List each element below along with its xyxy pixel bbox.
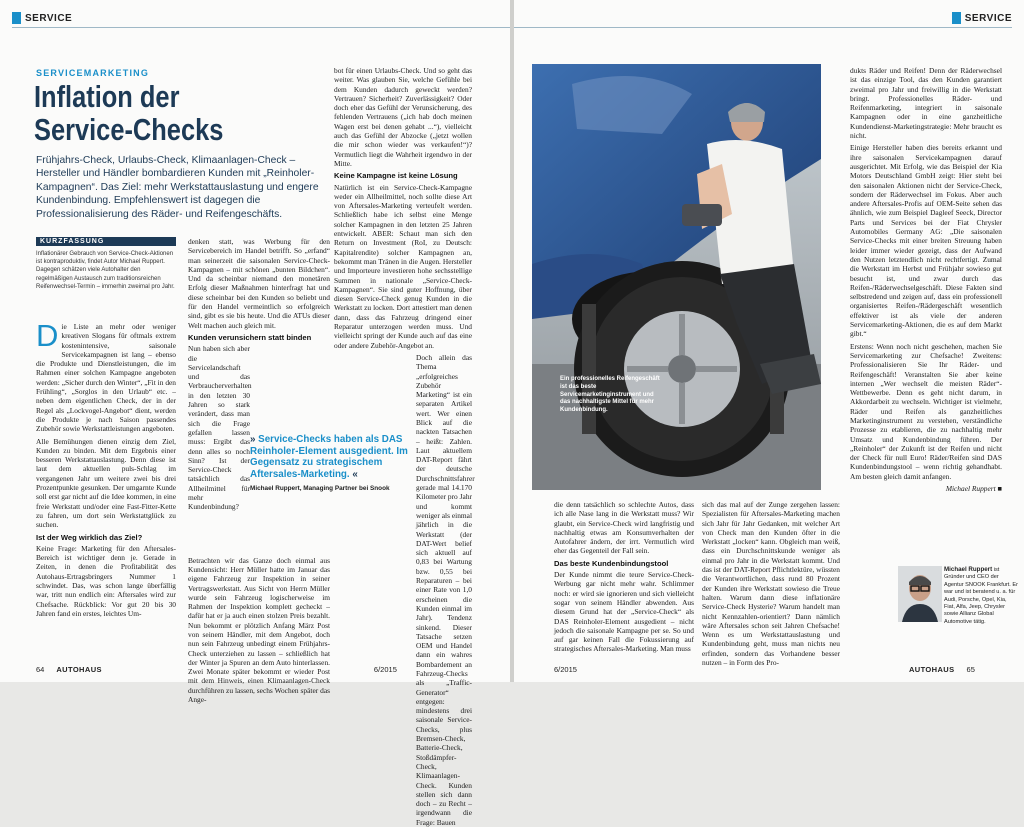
issue-number: 6/2015 bbox=[554, 665, 577, 674]
page-title: Inflation der Service-Checks bbox=[34, 79, 224, 147]
summary-box bbox=[36, 237, 176, 291]
paragraph: Erstens: Wenn noch nicht geschehen, machen Sie Servicemarketing zur Chefsache! Zweitens: Professionalisieren Sie Ihr Räder- und Reifengeschäft! Veranstalten Sie aber keine internen „Wer wechselt die meisten Räder“-Wettbewerbe. Denn es geht nicht darum, in Akkordarbeit zu wechseln. Wichtiger ist vielmehr, Räder und Reifen als ganzheitliches Marketinginstrument zu verstehen, verständliche Prozesse zu etablieren, die zu nachhaltig mehr Umsatz und Kundenbindung führen. Der „Reinholer“ der Zukunft ist der Reifen und nicht der Check für null Euro! Räder/Reifen sind DAS Kundenbindungstool – wenn richtig gehandhabt. Am besten gleich damit anfangen. bbox=[850, 341, 1002, 481]
section-marker-icon bbox=[12, 12, 21, 24]
bio-name: Michael Ruppert bbox=[944, 566, 993, 573]
issue-number: 6/2015 bbox=[373, 665, 397, 674]
lead-paragraph: Frühjahrs-Check, Urlaubs-Check, Klimaanlagen-Check – Hersteller und Händler bombardieren Kunden mit „Reinholer-Kampagnen“. Das Ziel: mehr Werkstattauslastung und engere Kundenbindung. Empfehlenswert ist dagegen die Professionalisierung des Räder- und Reifengeschäfts. bbox=[36, 155, 319, 220]
section-header bbox=[12, 10, 72, 26]
author-signature: Michael Ruppert ■ bbox=[945, 484, 1002, 494]
left-page bbox=[0, 0, 510, 827]
paragraph: Keine Frage: Marketing für den Aftersales-Bereich ist wichtiger denn je. Gerade in Zeiten, in denen die Profitabilität des Autohaus-Ertragsbringers Nummer 1 schwindet. Das, was schon lange überfällig war, tritt nun endlich ein: Aftersales wird zur Chefsache. Rückblick: Vor gut 20 bis 30 Jahren fand ein erstes, leichtes Um- bbox=[36, 543, 176, 618]
article-column-c bbox=[850, 66, 1002, 560]
bio-description: ist Gründer und CEO der Agentur SNOOK Frankfurt. Er war und ist beratend u. a. für Audi, Porsche, Opel, Kia, Fiat, Alfa, Jeep, Chrysler sowie Allianz Global Automotive tätig. bbox=[944, 567, 1018, 625]
quote-close-icon: « bbox=[349, 468, 358, 480]
magazine-name: AUTOHAUS bbox=[908, 665, 955, 674]
signature-text: Michael Ruppert bbox=[945, 484, 996, 494]
author-avatar bbox=[898, 566, 942, 622]
subheading: Ist der Weg wirklich das Ziel? bbox=[36, 532, 143, 542]
paragraph: ie Liste an mehr oder weniger kreativen Slogans für oftmals extrem kostenintensive, saisonale Servicekampagnen ist lang – ebenso die Produkte und Dienstleistungen, die im Rahmen einer solchen Kampagne angeboten werden: „Sicher durch den Winter“, „Fit in den Frühling“, „Sorglos in den Urlaub“ etc. – neben dem eigentlichen Check, der in der Regel als „Lockvogel-Angebot“ dient, werden die Produkte je nach Saison passendes Zubehör sowie Werkstattleistungen angeboten. bbox=[36, 322, 176, 434]
page-footer bbox=[36, 665, 397, 674]
mechanic-tire-photo bbox=[532, 64, 821, 490]
paragraph: sich das mal auf der Zunge zergehen lassen: Spezialisten für Aftersales-Marketing machen sich Jahr für Jahr Gedanken, mit welcher Art von Check man den Kunden öfter in die Werkstatt „locken“ kann. Obgleich man weiß, dass ein Durchschnittskunde weniger als einmal pro Jahr in die Werkstatt kommt. Und das ist der DAT-Report Pflichtlektüre, wüssten die Verantwortlichen, dass rund 80 Prozent der Kunden ihre Werkstatt sowieso die Treue halten. Warum dann diese inflationäre Service-Check Hysterie? Warum handelt man nicht Kennzahlen-orientiert? Dann nämlich wäre Aftersales schon seit Jahren Chefsache! Wenn es um Werkstattauslastung und Kundenbindung geht, muss man nichts neu erfinden, sondern das Vorhandene besser nutzen – in Form des Pro- bbox=[702, 500, 840, 668]
paragraph: Betrachten wir das Ganze doch einmal aus Kundensicht: Herr Müller hatte im Januar das eigene Fahrzeug zur Inspektion in seiner Vertragswerkstatt. Aus Sicht von Herrn Müller wurde sein Fahrzeug logischerweise im Rahmen der Inspektion komplett gecheckt – dafür hat er ja auch einen stolzen Preis bezahlt. Nun bekommt er plötzlich Anfang März Post von seinem Händler, mit dem Angebot, doch nun sein Fahrzeug unbedingt einem Frühjahrs-Check unterziehen zu lassen – schließlich hat der Winter ja Spuren an dem Auto hinterlassen. Zwei Monate später bekommt er wieder Post mit dem Hinweis, einen Klimaanlagen-Check durchführen zu lassen, sechs Wochen später das Ange- bbox=[188, 555, 330, 705]
paragraph: denken statt, was Werbung für den Servicebereich im Handel betrifft. So „erfand“ man seinerzeit die saisonalen Service-Check-Kampagnen – mit schönen „bunten Bildchen“. Und da scheinbar niemand den monetären Erfolg dieser Maßnahmen hinterfragt hat und diese scheinbar bei den Kunden so beliebt und für den Handel vermeintlich so erfolgreich sind, gibt es sie bis heute. Und die ATUs dieser Welt machen auch gleich mit. bbox=[188, 237, 330, 330]
paragraph: Nun haben sich aber die Servicelandschaft und das Verbraucherverhalten in den letzten 30 Jahren so stark verändert, dass man sich die Frage gefallen lassen muss: Ergibt das denn alles so noch Sinn? Ist der Service-Check tatsächlich das Allheilmittel für mehr Kundenbindung? bbox=[188, 344, 252, 512]
quote-open-icon: » bbox=[250, 434, 259, 445]
article-photo bbox=[532, 64, 821, 490]
bio-text bbox=[944, 566, 1018, 626]
section-marker-icon bbox=[952, 12, 961, 24]
subheading: Das beste Kundenbindungstool bbox=[554, 558, 669, 568]
paragraph: Natürlich ist ein Service-Check-Kampagne weder ein Allheilmittel, noch sollte diese Art von Aftersales-Marketing verteufelt werden. Schließlich habe ich selbst eine Menge solcher Kampagnen in den letzten 25 Jahren entwickelt. ABER: Schaut man sich den Return on Investment (RoI, zu Deutsch: Kapitalrendite) solcher Kampagnen an, bekommt man Tränen in die Augen. Hersteller und Importeure investieren hohe sechsstellige Summen in nationale „Service-Check-Kampagnen“. Sie sind guter Hoffnung, über diesen Service-Check genug Kunden in die Werkstatt zu locken. Dort attestiert man denen dann, dass das Fahrzeug dringend einer Reparatur unterzogen werden muss. Und vielleicht springt der Kunde auch auf das eine oder andere Zubehör-Angebot an. bbox=[334, 182, 472, 350]
page-number: 64 bbox=[36, 665, 45, 674]
page-footer bbox=[554, 665, 975, 674]
page-number: 65 bbox=[966, 665, 975, 674]
summary-text: Inflationärer Gebrauch von Service-Check-Aktionen ist kontraproduktiv, findet Autor Michael Ruppert. Dagegen schätzen viele Autohalter den regelmäßigen Austausch zum traditionsreichen Reifenwechsel-Termin – immerhin zweimal pro Jahr. bbox=[36, 251, 175, 290]
quote-text: Service-Checks haben als DAS Reinholer-Element ausgedient. Im Gegensatz zu strategischem Aftersales-Marketing. bbox=[250, 434, 408, 480]
section-label: SERVICE bbox=[25, 12, 73, 24]
author-portrait bbox=[898, 566, 942, 622]
right-page bbox=[514, 0, 1024, 682]
paragraph: dukts Räder und Reifen! Denn der Räderwechsel ist das einzige Tool, das den Kunden garantiert zweimal pro Jahr und freiwillig in die Werkstatt bringt. Professionelles Räder- und Reifenmarketing, integriert in saisonale Kampagnen oder in eine ganzheitliche Kundendienst-Marketingstrategie: Mehr braucht es nicht. bbox=[850, 66, 1002, 141]
drop-cap: D bbox=[36, 318, 59, 353]
kicker: SERVICEMARKETING bbox=[36, 68, 150, 78]
paragraph: Doch allein das Thema „erfolgreiches Zubehör Marketing“ ist ein separaten Artikel wert. Wer einen Blick auf die nackten Tatsachen – heißt: Zahlen. Laut aktuellem DAT-Report fährt der deutsche Durchschnittsfahrer gerade mal 14.170 Kilometer pro Jahr und kommt weniger als einmal jährlich in die Werkstatt (der DAT-Wert belief sich aktuell auf 0,83 bei Wartung bzw. 0,55 bei Reparaturen – bei einer Rate von 1,0 erscheinen die Kunden einmal im Jahr). Tendenz sinkend. Dieser Tatsache setzen OEM und Handel dann ein wahres Bombardement an Fahrzeug-Checks als „Traffic-Generator“ entgegen: mindestens drei saisonale Service-Checks, plus Bremsen-Check, Batterie-Check, Stoßdämpfer-Check, Klimaanlagen-Check. Kunden stellen sich dann doch – zu Recht – irgendwann die Frage: Bauen bbox=[416, 352, 475, 827]
article-column-b bbox=[702, 500, 840, 668]
summary-heading: KURZFASSUNG bbox=[36, 237, 176, 246]
paragraph: Der Kunde nimmt die teure Service-Check-Werbung gar nicht mehr wahr. Schlimmer noch: er wird sie ignorieren und sich vielleicht sogar von seinem Händler abwenden. Aus diesem Grund hat der „Service-Check“ als DAS Reinholer-Element ausgedient – nicht jedoch die saisonale Kampagne per se. So und auf gar keinen Fall die Fokussierung auf strategisches Aftersales-Marketing. Man muss bbox=[554, 570, 694, 654]
section-label: SERVICE bbox=[964, 12, 1012, 24]
article-column-a bbox=[554, 500, 694, 660]
header-rule bbox=[514, 27, 1012, 28]
paragraph: bot für einen Urlaubs-Check. Und so geht das weiter. Was glauben Sie, welche Gefühle bei dem Kunden dadurch geweckt werden? Vertrauen? Sicherheit? Zuverlässigkeit? Oder doch eher das Gefühl der Verunsicherung, des fehlenden Vertrauens („ich hab doch meinen Wagen erst bei denen gehabt ...“), vielleicht auch das Gefühl der Abzocke („jetzt wollen die mir schon wieder was verkaufen!“)? Vermutlich liegt die Wahrheit irgendwo in der Mitte. bbox=[334, 66, 472, 168]
paragraph: die denn tatsächlich so schlechte Autos, dass ich alle Nase lang in die Werkstatt muss? Wir glaubt, ein Service-Check wird langfristig und nachhaltig etwas am Konsumverhalten der Autofahrer ändern, der irrt. Vermutlich wird eher das Gegenteil der Fall sein. bbox=[554, 500, 694, 556]
pull-quote bbox=[250, 434, 410, 492]
paragraph: Alle Bemühungen dienen einzig dem Ziel, Kunden zu binden. Mit dem Ergebnis einer besseren Werkstattauslastung. Denn diese ist laut dem aktuellen puls-Schlag im vergangenen Jahr um weitere zwei bis drei Prozentpunkte gesunken. Der umgarnte Kunde soll erst gar nicht auf die Idee kommen, in eine freie Werkstatt und/oder eine Fast-Fitter-Kette zu fahren, um dort sein Werkstattglück zu suchen. bbox=[36, 436, 176, 530]
subheading: Kunden verunsichern statt binden bbox=[188, 332, 312, 342]
magazine-name: AUTOHAUS bbox=[56, 665, 102, 674]
subheading: Keine Kampagne ist keine Lösung bbox=[334, 171, 458, 181]
paragraph: Einige Hersteller haben dies bereits erkannt und ihre saisonalen Servicekampagnen darauf ausgerichtet. Mit Erfolg, wie das Beispiel der Kia Motors Deutschland GmbH zeigt: Hier steht bei den saisonalen Aktionen nicht der Service-Check, sondern der Räderwechsel im Fokus. Aber auch andere Aftersales-Profis auf OEM-Seite sehen das ähnlich, wie zum Beispiel Dagleef Seeck, Director Parts und Services bei der Fiat Chrysler Automobiles Germany AG: „Die saisonalen Service-Checks mit einer breiten Streuung haben leider immer wieder gezeigt, dass der Aufwand den Nutzen letztendlich nicht rechtfertigt. Zumal die Werkstatt im Herbst und Frühjahr sowieso gut besucht ist, und zwar durch das Reifen-/Räderwechselgeschäft. Diese Fakten sind selbstredend und zeigen auf, dass ein professionell organisiertes Reifen-/Rädergeschäft wesentlich effektiver ist als viele der anderen Servicemarketing-Aktionen, die es auf dem Markt gibt.“ bbox=[850, 143, 1002, 339]
section-header bbox=[952, 10, 1012, 26]
header-rule bbox=[12, 27, 510, 28]
photo-caption: Ein professionelles Reifengeschäft ist das beste Servicemarketinginstrument und das nachhaltigste Mittel für mehr Kundenbindung. bbox=[560, 376, 660, 414]
quote-author: Michael Ruppert, Managing Partner bei Snook bbox=[250, 485, 390, 492]
article-column-1 bbox=[36, 318, 176, 660]
